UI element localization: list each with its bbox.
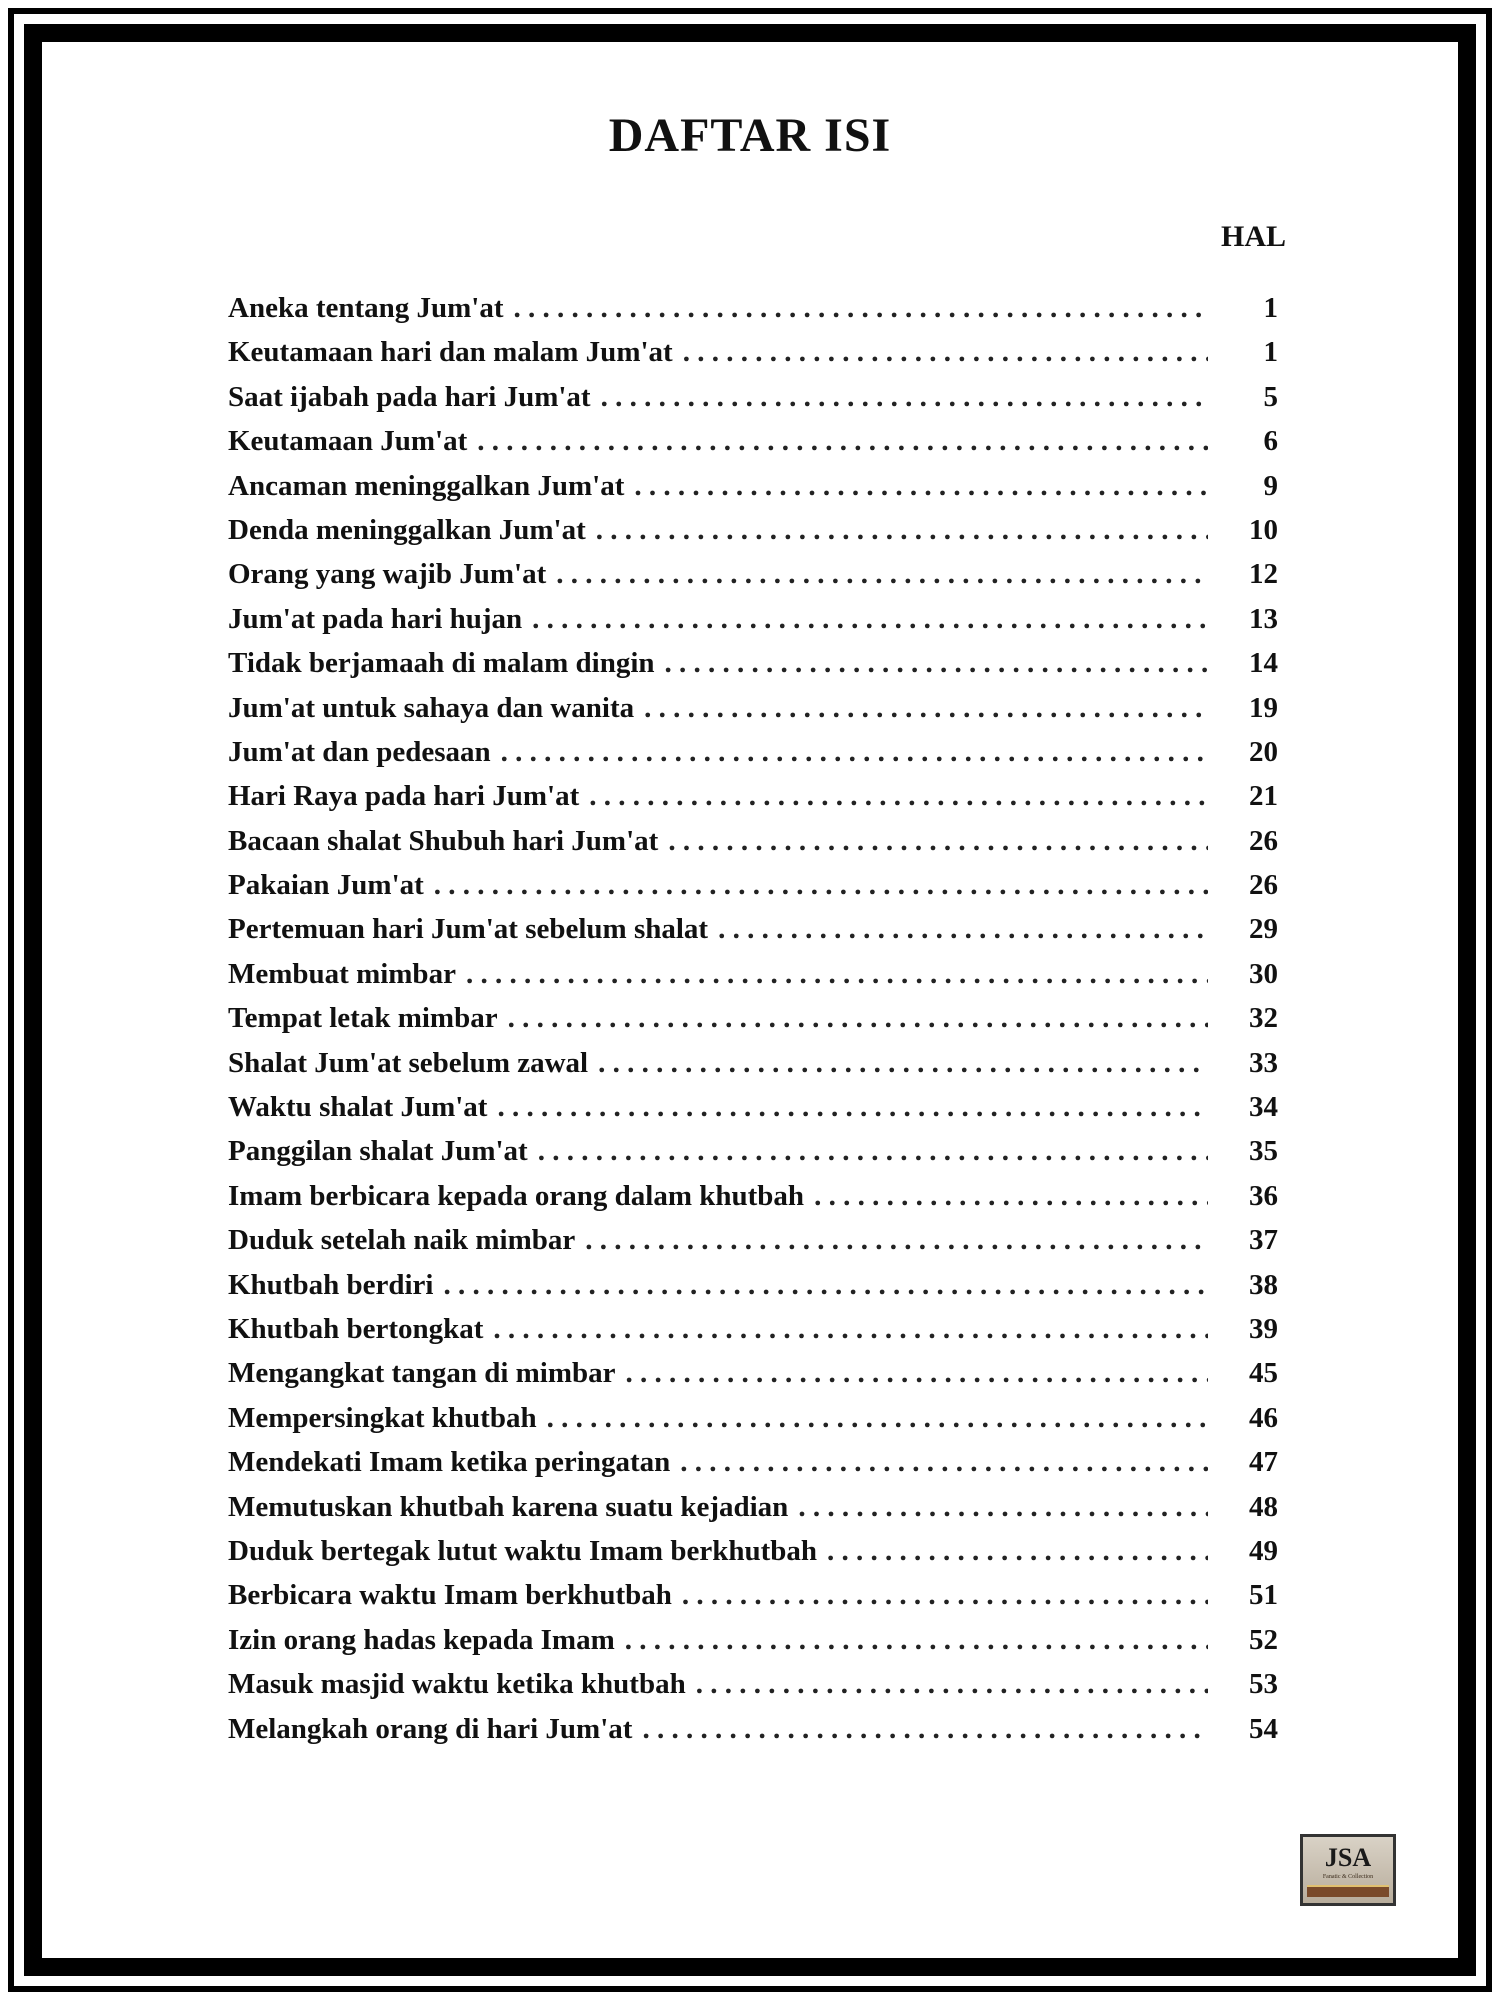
- toc-entry: [228, 692, 1278, 736]
- toc-entry-title: Mempersingkat khutbah: [228, 1401, 537, 1434]
- toc-entry-page: 21: [1249, 780, 1278, 813]
- toc-dot-leader: [585, 1224, 1208, 1257]
- toc-dot-leader: [493, 1313, 1208, 1346]
- toc-entry: [228, 780, 1278, 824]
- toc-entry: [228, 1357, 1278, 1401]
- toc-entry: [228, 470, 1278, 514]
- toc-entry: [228, 336, 1278, 380]
- toc-dot-leader: [625, 1624, 1208, 1657]
- toc-entry-page: 34: [1249, 1091, 1278, 1124]
- toc-entry: [228, 1047, 1278, 1091]
- toc-dot-leader: [668, 825, 1208, 858]
- toc-entry-page: 30: [1249, 957, 1278, 990]
- toc-entry: [228, 913, 1278, 957]
- toc-entry-title: Jum'at pada hari hujan: [228, 602, 523, 635]
- toc-entry-title: Mengangkat tangan di mimbar: [228, 1357, 616, 1390]
- toc-dot-leader: [514, 292, 1208, 325]
- toc-dot-leader: [508, 1002, 1208, 1035]
- toc-entry-page: 37: [1249, 1224, 1278, 1257]
- toc-entry-title: Pakaian Jum'at: [228, 869, 424, 902]
- toc-entry-title: Jum'at dan pedesaan: [228, 735, 491, 768]
- toc-entry-page: 1: [1263, 292, 1278, 324]
- toc-entry-page: 47: [1249, 1446, 1278, 1479]
- toc-entry-page: 26: [1249, 824, 1278, 857]
- toc-entry: [228, 647, 1278, 691]
- toc-entry-title: Saat ijabah pada hari Jum'at: [228, 380, 591, 413]
- toc-dot-leader: [538, 1135, 1208, 1168]
- toc-entry-title: Shalat Jum'at sebelum zawal: [228, 1046, 589, 1079]
- toc-entry-page: 1: [1263, 336, 1278, 369]
- toc-entry-title: Denda meninggalkan Jum'at: [228, 513, 586, 546]
- toc-dot-leader: [443, 1269, 1208, 1302]
- toc-entry: [228, 381, 1278, 425]
- toc-entry: [228, 1002, 1278, 1046]
- toc-dot-leader: [532, 603, 1208, 636]
- toc-dot-leader: [434, 869, 1208, 902]
- toc-entry: [228, 1446, 1278, 1490]
- document-page: [42, 42, 1458, 1958]
- toc-entry: [228, 558, 1278, 602]
- toc-entry-title: Duduk bertegak lutut waktu Imam berkhutbah: [228, 1534, 817, 1567]
- toc-entry-title: Orang yang wajib Jum'at: [228, 558, 547, 591]
- toc-entry: [228, 736, 1278, 780]
- outer-frame: [8, 8, 1492, 1992]
- toc-dot-leader: [547, 1402, 1208, 1435]
- toc-dot-leader: [601, 381, 1208, 414]
- toc-entry-title: Duduk setelah naik mimbar: [228, 1224, 576, 1257]
- toc-entry-page: 39: [1249, 1312, 1278, 1345]
- toc-entry: [228, 292, 1278, 336]
- toc-entry-page: 46: [1249, 1401, 1278, 1434]
- toc-entry-page: 26: [1249, 869, 1278, 902]
- toc-entry-title: Izin orang hadas kepada Imam: [228, 1623, 615, 1656]
- toc-dot-leader: [589, 780, 1208, 813]
- toc-entry-title: Memutuskan khutbah karena suatu kejadian: [228, 1490, 789, 1523]
- toc-entry: [228, 1269, 1278, 1313]
- toc-entry-page: 10: [1249, 513, 1278, 546]
- toc-entry: [228, 1624, 1278, 1668]
- toc-dot-leader: [682, 1579, 1208, 1612]
- toc-dot-leader: [665, 647, 1208, 680]
- toc-dot-leader: [680, 1446, 1208, 1479]
- toc-entry: [228, 1224, 1278, 1268]
- toc-entry-title: Jum'at untuk sahaya dan wanita: [228, 691, 635, 724]
- toc-entry-page: 36: [1249, 1179, 1278, 1212]
- toc-entry-title: Bacaan shalat Shubuh hari Jum'at: [228, 824, 659, 857]
- toc-entry-page: 48: [1249, 1490, 1278, 1523]
- toc-dot-leader: [596, 514, 1208, 547]
- toc-entry-title: Masuk masjid waktu ketika khutbah: [228, 1668, 686, 1701]
- toc-entry: [228, 825, 1278, 869]
- toc-entry: [228, 1180, 1278, 1224]
- toc-dot-leader: [497, 1091, 1208, 1124]
- toc-dot-leader: [644, 692, 1208, 725]
- toc-dot-leader: [814, 1180, 1208, 1213]
- toc-entry-page: 54: [1249, 1712, 1278, 1745]
- toc-dot-leader: [598, 1047, 1208, 1080]
- toc-dot-leader: [626, 1357, 1208, 1390]
- toc-entry: [228, 425, 1278, 469]
- toc-entry-page: 5: [1263, 380, 1278, 413]
- toc-dot-leader: [683, 336, 1208, 369]
- toc-entry-page: 51: [1249, 1579, 1278, 1612]
- inner-frame: [24, 24, 1476, 1976]
- toc-entry-page: 49: [1249, 1534, 1278, 1567]
- logo-keyboard-graphic: [1307, 1885, 1389, 1897]
- toc-entry-page: 20: [1249, 735, 1278, 768]
- toc-entry-page: 19: [1249, 691, 1278, 724]
- toc-entry: [228, 1135, 1278, 1179]
- page-column-header: HAL: [1220, 220, 1286, 253]
- toc-entry: [228, 1091, 1278, 1135]
- toc-entry: [228, 1668, 1278, 1712]
- toc-entry-page: 9: [1263, 469, 1278, 502]
- toc-entry-title: Khutbah bertongkat: [228, 1312, 484, 1345]
- toc-entry: [228, 1713, 1278, 1757]
- toc-entry-title: Khutbah berdiri: [228, 1268, 434, 1301]
- toc-entry-title: Hari Raya pada hari Jum'at: [228, 780, 580, 813]
- toc-entry-title: Keutamaan hari dan malam Jum'at: [228, 336, 673, 369]
- toc-entry-title: Berbicara waktu Imam berkhutbah: [228, 1579, 672, 1612]
- toc-entry-title: Ancaman meninggalkan Jum'at: [228, 469, 625, 502]
- toc-dot-leader: [556, 558, 1208, 591]
- toc-dot-leader: [634, 470, 1208, 503]
- toc-entry-page: 53: [1249, 1668, 1278, 1701]
- toc-entry-page: 35: [1249, 1135, 1278, 1168]
- toc-entry-page: 12: [1249, 558, 1278, 591]
- toc-entry-title: Tidak berjamaah di malam dingin: [228, 647, 655, 680]
- toc-entry-page: 29: [1249, 913, 1278, 946]
- toc-dot-leader: [718, 913, 1208, 946]
- toc-entry-title: Tempat letak mimbar: [228, 1002, 498, 1035]
- toc-entry: [228, 1402, 1278, 1446]
- toc-entry-title: Waktu shalat Jum'at: [228, 1091, 488, 1124]
- toc-entry-title: Membuat mimbar: [228, 957, 456, 990]
- toc-dot-leader: [642, 1713, 1208, 1746]
- toc-entry: [228, 603, 1278, 647]
- toc-entry: [228, 1313, 1278, 1357]
- toc-dot-leader: [466, 958, 1208, 991]
- toc-entry-title: Aneka tentang Jum'at: [228, 292, 504, 324]
- table-of-contents: [228, 292, 1278, 1757]
- toc-entry-page: 33: [1249, 1046, 1278, 1079]
- toc-dot-leader: [477, 425, 1208, 458]
- toc-dot-leader: [696, 1668, 1208, 1701]
- toc-entry: [228, 958, 1278, 1002]
- toc-entry-page: 52: [1249, 1623, 1278, 1656]
- toc-entry-title: Imam berbicara kepada orang dalam khutbah: [228, 1179, 805, 1212]
- logo-subtitle: Fanatic & Collection: [1322, 1874, 1374, 1880]
- toc-entry-title: Panggilan shalat Jum'at: [228, 1135, 528, 1168]
- toc-dot-leader: [501, 736, 1208, 769]
- toc-entry: [228, 869, 1278, 913]
- toc-entry-title: Keutamaan Jum'at: [228, 425, 468, 458]
- toc-dot-leader: [827, 1535, 1208, 1568]
- toc-entry-title: Pertemuan hari Jum'at sebelum shalat: [228, 913, 709, 946]
- toc-entry-page: 45: [1249, 1357, 1278, 1390]
- toc-entry: [228, 514, 1278, 558]
- logo-text: JSA: [1324, 1843, 1372, 1872]
- toc-entry: [228, 1579, 1278, 1623]
- jsa-logo: [1300, 1834, 1396, 1906]
- page-title: DAFTAR ISI: [608, 109, 892, 162]
- toc-entry-title: Mendekati Imam ketika peringatan: [228, 1446, 671, 1479]
- toc-dot-leader: [798, 1491, 1208, 1524]
- toc-entry-title: Melangkah orang di hari Jum'at: [228, 1712, 633, 1745]
- toc-entry-page: 6: [1263, 425, 1278, 458]
- toc-entry: [228, 1491, 1278, 1535]
- toc-entry-page: 14: [1249, 647, 1278, 680]
- toc-entry-page: 38: [1249, 1268, 1278, 1301]
- toc-entry: [228, 1535, 1278, 1579]
- toc-entry-page: 13: [1249, 602, 1278, 635]
- toc-entry-page: 32: [1249, 1002, 1278, 1035]
